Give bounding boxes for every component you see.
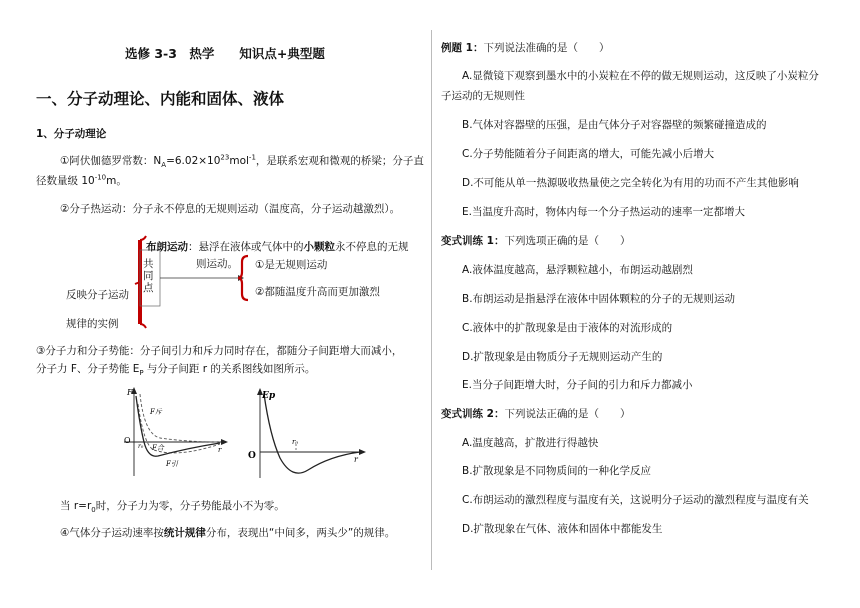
drill1-option-b: B.布朗运动是指悬浮在液体中固体颗粒的分子的无规则运动 bbox=[462, 293, 736, 305]
example-question: 例题 1：下列说法准确的是（ ） bbox=[441, 42, 610, 54]
equilibrium-text: 当 $r=r_0$时，分子力为零，分子势能最小不为零。 bbox=[60, 500, 285, 515]
r-axis-label: r bbox=[218, 446, 222, 454]
drill1-question: 变式训练 1：下列选项正确的是（ ） bbox=[441, 235, 631, 247]
statistical-law-text: ④气体分子运动速率按统计规律分布，表现出“中间多，两头少”的规律。 bbox=[60, 527, 396, 539]
example-option-a: A.显微镜下观察到墨水中的小炭粒在不停的做无规则运动，这反映了小炭粒分 bbox=[462, 70, 819, 82]
potential-energy-curve bbox=[264, 394, 360, 473]
brownian-left-label-1: 反映分子运动 bbox=[66, 289, 129, 301]
drill1-option-e: E.当分子间距增大时，分子间的引力和斥力都减小 bbox=[462, 379, 693, 391]
avogadro-line: ①阿伏伽德罗常数：$N_A=6.02\times 10^{23}mol^{-1}$，是联系宏观和微观的桥梁；分子直 bbox=[60, 153, 424, 170]
net-force-curve bbox=[136, 396, 220, 456]
example-option-d: D.不可能从单一热源吸收热量使之完全转化为有用的功而不产生其他影响 bbox=[462, 177, 799, 189]
f-repulsive-label: F斥 bbox=[150, 408, 162, 416]
brownian-definition-end: 则运动。 bbox=[196, 258, 238, 270]
molecular-force-text-1: ③分子力和分子势能：分子间引力和斥力同时存在，都随分子间距增大而减小， bbox=[36, 345, 403, 357]
common-point-label: 共同点 bbox=[143, 258, 154, 294]
molecule-diameter-line: 径数量级 $10^{-10}m$。 bbox=[36, 173, 127, 187]
brownian-definition: 布朗运动：悬浮在液体或气体中的小颗粒永不停息的无规 bbox=[146, 241, 409, 253]
repulsive-curve bbox=[140, 394, 220, 442]
thermal-motion-text: ②分子热运动：分子永不停息的无规则运动（温度高，分子运动越激烈）。 bbox=[60, 203, 401, 215]
drill2-option-d: D.扩散现象在气体、液体和固体中都能发生 bbox=[462, 523, 663, 535]
f-attractive-label: F引 bbox=[166, 460, 178, 468]
origin-label: O bbox=[124, 436, 131, 445]
drill2-question: 变式训练 2：下列说法正确的是（ ） bbox=[441, 408, 631, 420]
drill2-option-b: B.扩散现象是不同物质间的一种化学反应 bbox=[462, 465, 652, 477]
example-option-c: C.分子势能随着分子间距离的增大，可能先减小后增大 bbox=[462, 148, 715, 160]
drill2-option-a: A.温度越高，扩散进行得越快 bbox=[462, 437, 599, 449]
drill1-option-d: D.扩散现象是由物质分子无规则运动产生的 bbox=[462, 351, 663, 363]
brownian-left-label-2: 规律的实例 bbox=[66, 318, 119, 330]
column-divider bbox=[431, 30, 432, 570]
subsection-title: 1、分子动理论 bbox=[36, 128, 107, 140]
force-distance-graph bbox=[118, 386, 230, 478]
example-option-b: B.气体对容器壁的压强，是由气体分子对容器壁的频繁碰撞造成的 bbox=[462, 119, 767, 131]
r-axis-label: r bbox=[354, 455, 358, 464]
section-title: 一、分子动理论、内能和固体、液体 bbox=[36, 90, 285, 108]
f-axis-label: F bbox=[127, 388, 133, 397]
example-option-a-cont: 子运动的无规则性 bbox=[441, 90, 525, 102]
potential-energy-graph bbox=[240, 386, 370, 481]
r0-label: r₀ bbox=[292, 438, 299, 446]
ep-axis-label: Ep bbox=[262, 391, 276, 401]
drill1-option-c: C.液体中的扩散现象是由于液体的对流形成的 bbox=[462, 322, 673, 334]
molecular-force-text-2: 分子力 F、分子势能 $E_P$ 与分子间距 r 的关系图线如图所示。 bbox=[36, 363, 316, 378]
drill1-option-a: A.液体温度越高，悬浮颗粒越小，布朗运动越剧烈 bbox=[462, 264, 693, 276]
origin-label: O bbox=[248, 451, 256, 461]
drill2-option-c: C.布朗运动的激烈程度与温度有关，这说明分子运动的激烈程度与温度有关 bbox=[462, 494, 809, 506]
common-point-2: ②都随温度升高而更加激烈 bbox=[255, 286, 380, 298]
common-point-1: ①是无规则运动 bbox=[255, 259, 328, 271]
document-title: 选修 3-3 热学 知识点+典型题 bbox=[125, 46, 325, 61]
f-net-label: F合 bbox=[152, 444, 164, 452]
r0-label: r₀ bbox=[138, 443, 144, 450]
example-option-e: E.当温度升高时，物体内每一个分子热运动的速率一定都增大 bbox=[462, 206, 745, 218]
